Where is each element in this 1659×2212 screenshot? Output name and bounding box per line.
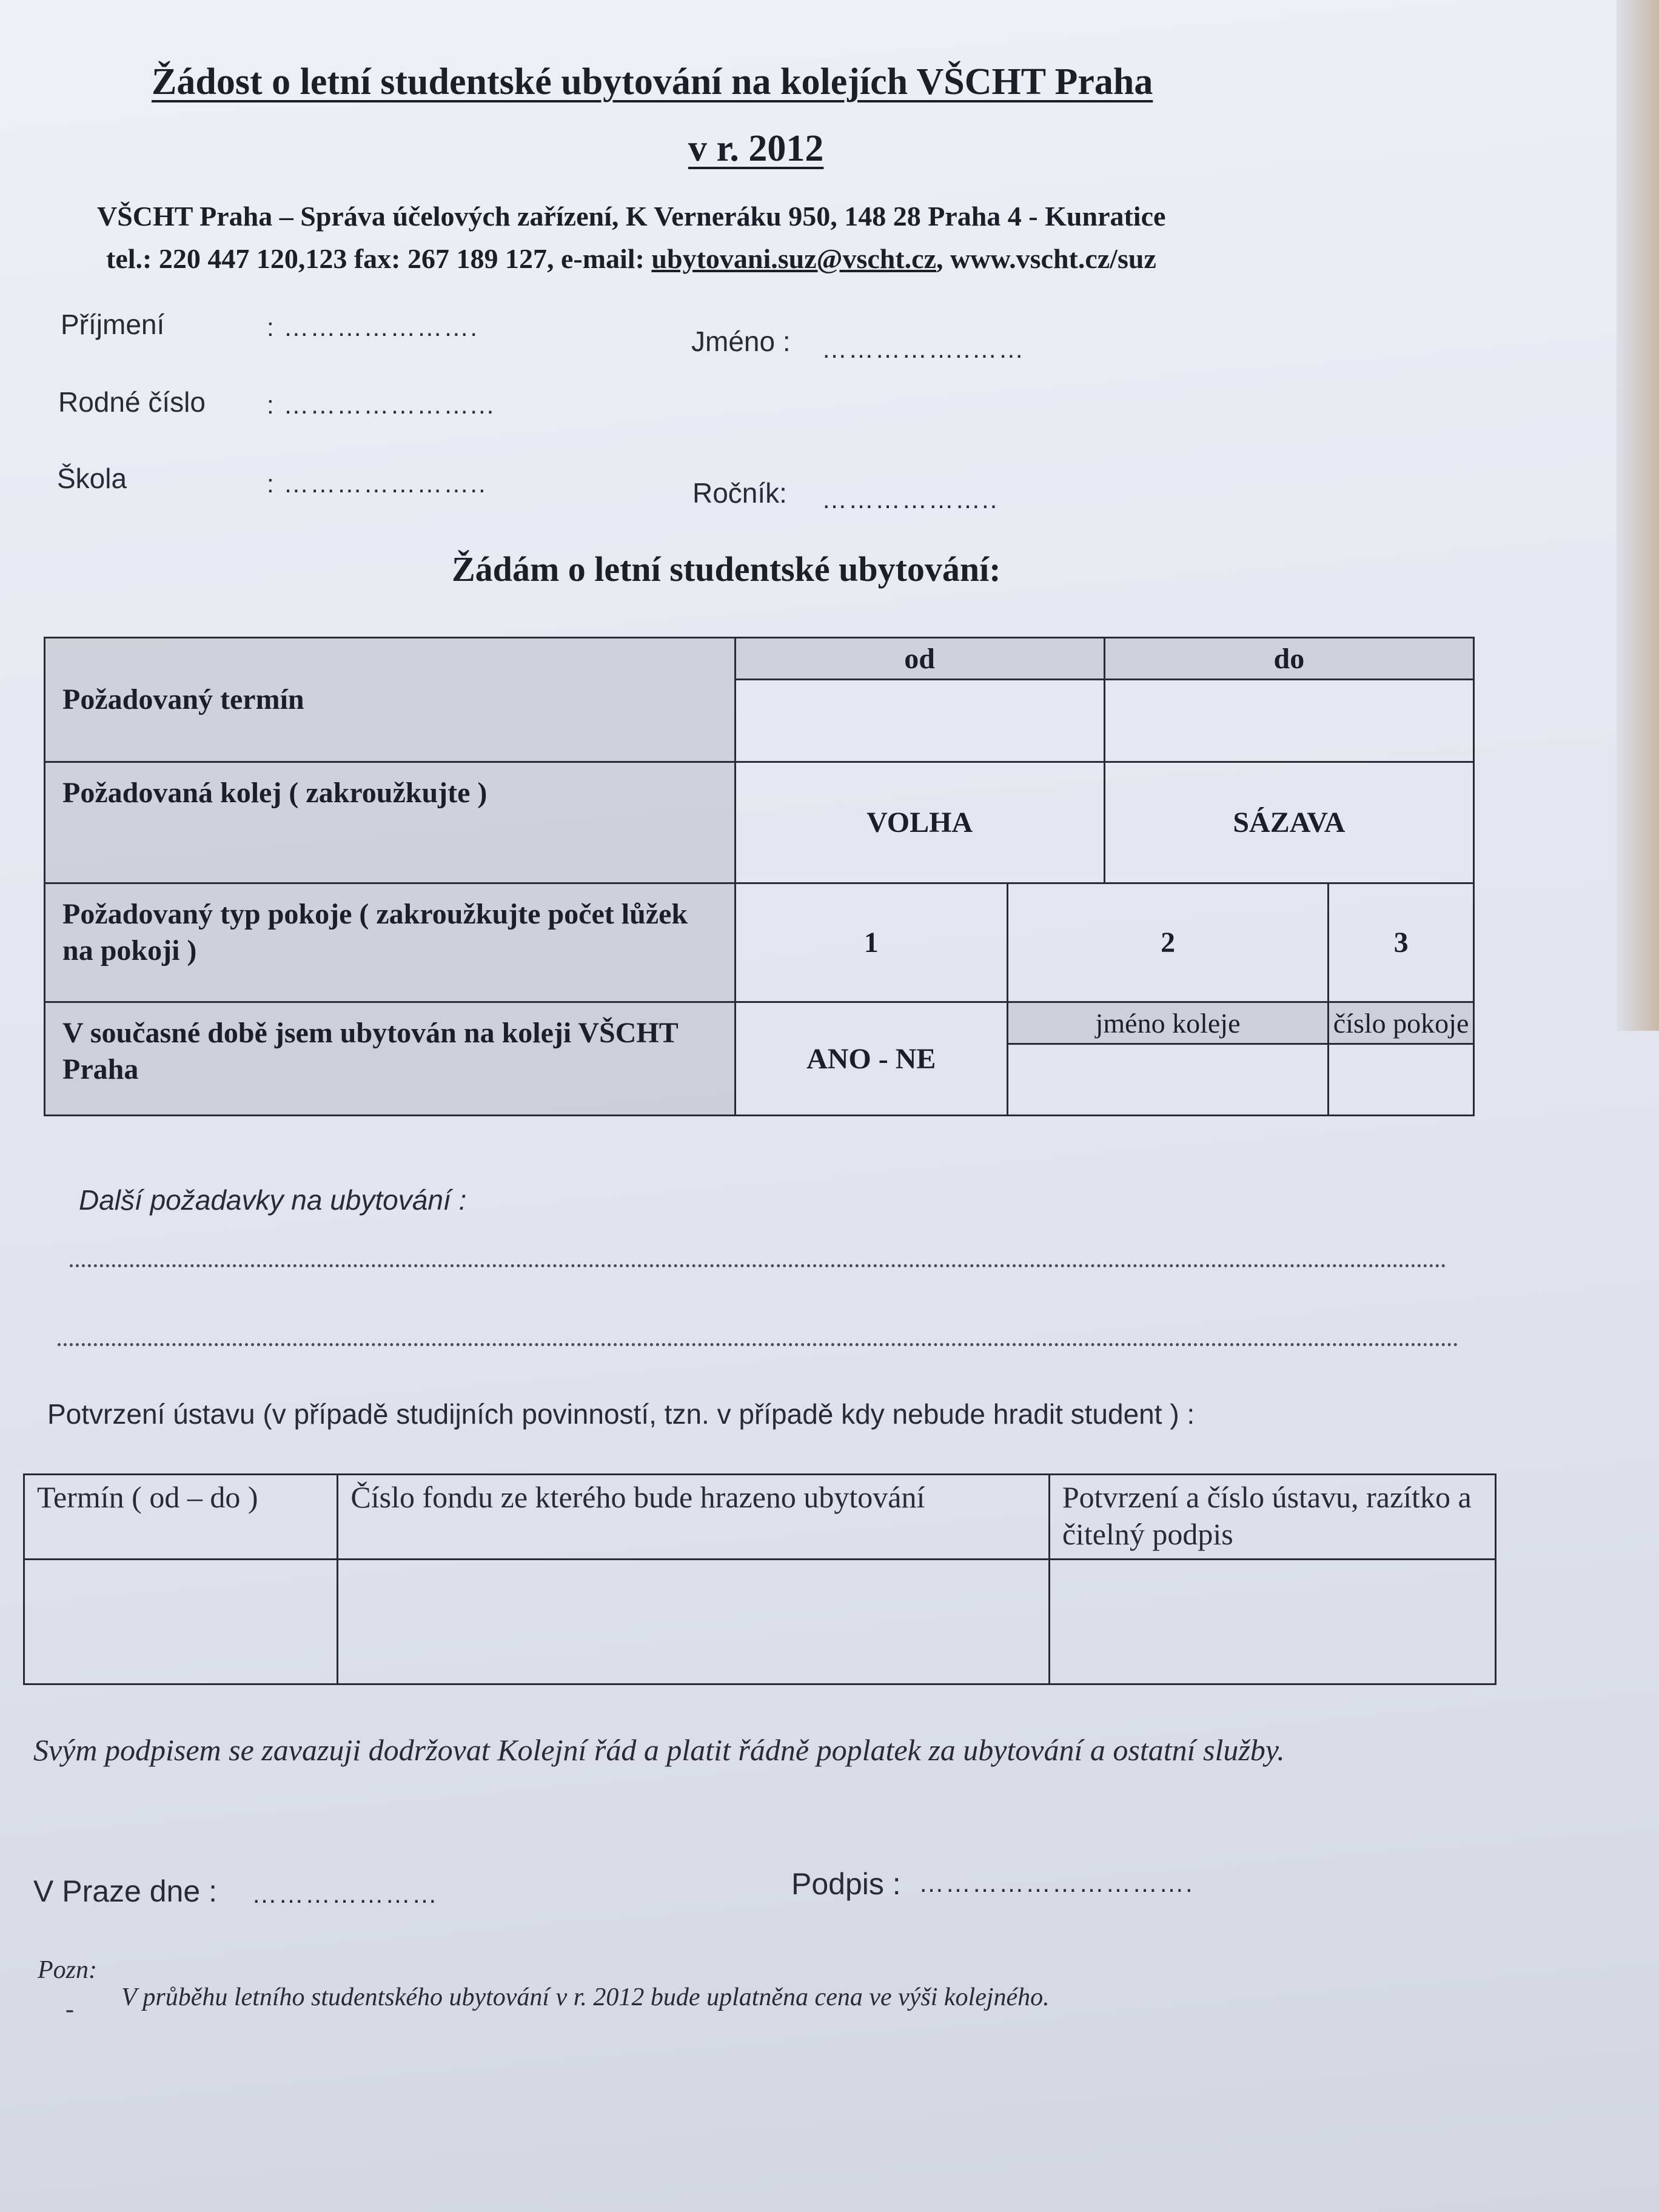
dorm-label: Požadovaná kolej ( zakroužkujte ) — [45, 762, 736, 883]
org-address: VŠCHT Praha – Správa účelových zařízení, K Verneráku 950, 148 28 Praha 4 - Kunratice — [97, 201, 1166, 232]
form-year: v r. 2012 — [688, 128, 824, 169]
surname-field[interactable]: : …………………. — [267, 313, 479, 341]
surname-label: Příjmení — [61, 309, 165, 340]
to-date-cell[interactable] — [1104, 680, 1473, 762]
term-from-to-cell[interactable] — [24, 1560, 338, 1684]
to-header: do — [1104, 638, 1473, 680]
from-header: od — [735, 638, 1104, 680]
term-label: Požadovaný termín — [45, 638, 736, 762]
note-text: V průběhu letního studentského ubytování v r. 2012 bude uplatněna cena ve výši kolejného. — [121, 1983, 1050, 2011]
confirmation-table — [23, 1473, 1496, 1685]
form-title: Žádost o letní studentské ubytování na kolejích VŠCHT Praha — [152, 61, 1153, 102]
institute-confirmation-label: Potvrzení ústavu (v případě studijních povinností, tzn. v případě kdy nebude hradit student ) : — [47, 1398, 1195, 1430]
signature-label: Podpis : — [791, 1867, 901, 1901]
org-email-link[interactable]: ubytovani.suz@vscht.cz — [651, 243, 936, 274]
school-label: Škola — [57, 463, 127, 494]
org-phone-fax: tel.: 220 447 120,123 fax: 267 189 127, e-mail: — [106, 243, 645, 274]
school-field[interactable]: : ………………….. — [267, 469, 487, 498]
room-option-2[interactable]: 2 — [1007, 883, 1328, 1002]
current-dorm-label: V současné době jsem ubytován na koleji VŠCHT Praha — [45, 1002, 736, 1116]
name-label: Jméno : — [691, 326, 791, 357]
room-number-cell[interactable] — [1329, 1044, 1474, 1116]
fund-number-cell[interactable] — [338, 1560, 1049, 1684]
dorm-option-sazava[interactable]: SÁZAVA — [1104, 762, 1473, 883]
request-table — [44, 637, 1475, 1116]
request-heading: Žádám o letní studentské ubytování: — [452, 549, 1001, 589]
birth-number-field[interactable]: : …………………... — [267, 390, 495, 419]
paper-edge — [1617, 0, 1659, 1031]
pledge-text: Svým podpisem se zavazuji dodržovat Kolejní řád a platit řádně poplatek za ubytování a ostatní služby. — [33, 1733, 1285, 1767]
fund-number-header: Číslo fondu ze kterého bude hrazeno ubytování — [338, 1475, 1049, 1560]
note-label: Pozn: — [38, 1956, 97, 1984]
room-option-1[interactable]: 1 — [735, 883, 1007, 1002]
name-field[interactable]: ……………..…… — [822, 335, 1025, 363]
current-dorm-answer[interactable]: ANO - NE — [735, 1002, 1007, 1116]
dorm-name-cell[interactable] — [1007, 1044, 1328, 1116]
term-from-to-header: Termín ( od – do ) — [24, 1475, 338, 1560]
institute-stamp-cell[interactable] — [1049, 1560, 1495, 1684]
other-requests-line-2[interactable] — [58, 1343, 1458, 1346]
year-field[interactable]: ……………….. — [822, 485, 999, 514]
room-type-label: Požadovaný typ pokoje ( zakroužkujte počet lůžek na pokoji ) — [45, 883, 736, 1002]
org-contacts — [106, 243, 1156, 275]
date-field[interactable]: ………………… — [252, 1880, 438, 1908]
room-number-header: číslo pokoje — [1329, 1002, 1474, 1044]
signature-field[interactable]: …………………………. — [919, 1869, 1194, 1897]
institute-stamp-header: Potvrzení a číslo ústavu, razítko a čitelný podpis — [1049, 1475, 1495, 1560]
other-requests-label: Další požadavky na ubytování : — [79, 1184, 467, 1216]
org-web: , www.vscht.cz/suz — [936, 243, 1156, 274]
room-option-3[interactable]: 3 — [1329, 883, 1474, 1002]
other-requests-line-1[interactable] — [70, 1264, 1446, 1267]
year-label: Ročník: — [692, 477, 787, 509]
dorm-name-header: jméno koleje — [1007, 1002, 1328, 1044]
birth-number-label: Rodné číslo — [58, 386, 206, 418]
date-label: V Praze dne : — [33, 1874, 217, 1908]
note-bullet: - — [65, 1996, 74, 2023]
dorm-option-volha[interactable]: VOLHA — [735, 762, 1104, 883]
from-date-cell[interactable] — [735, 680, 1104, 762]
